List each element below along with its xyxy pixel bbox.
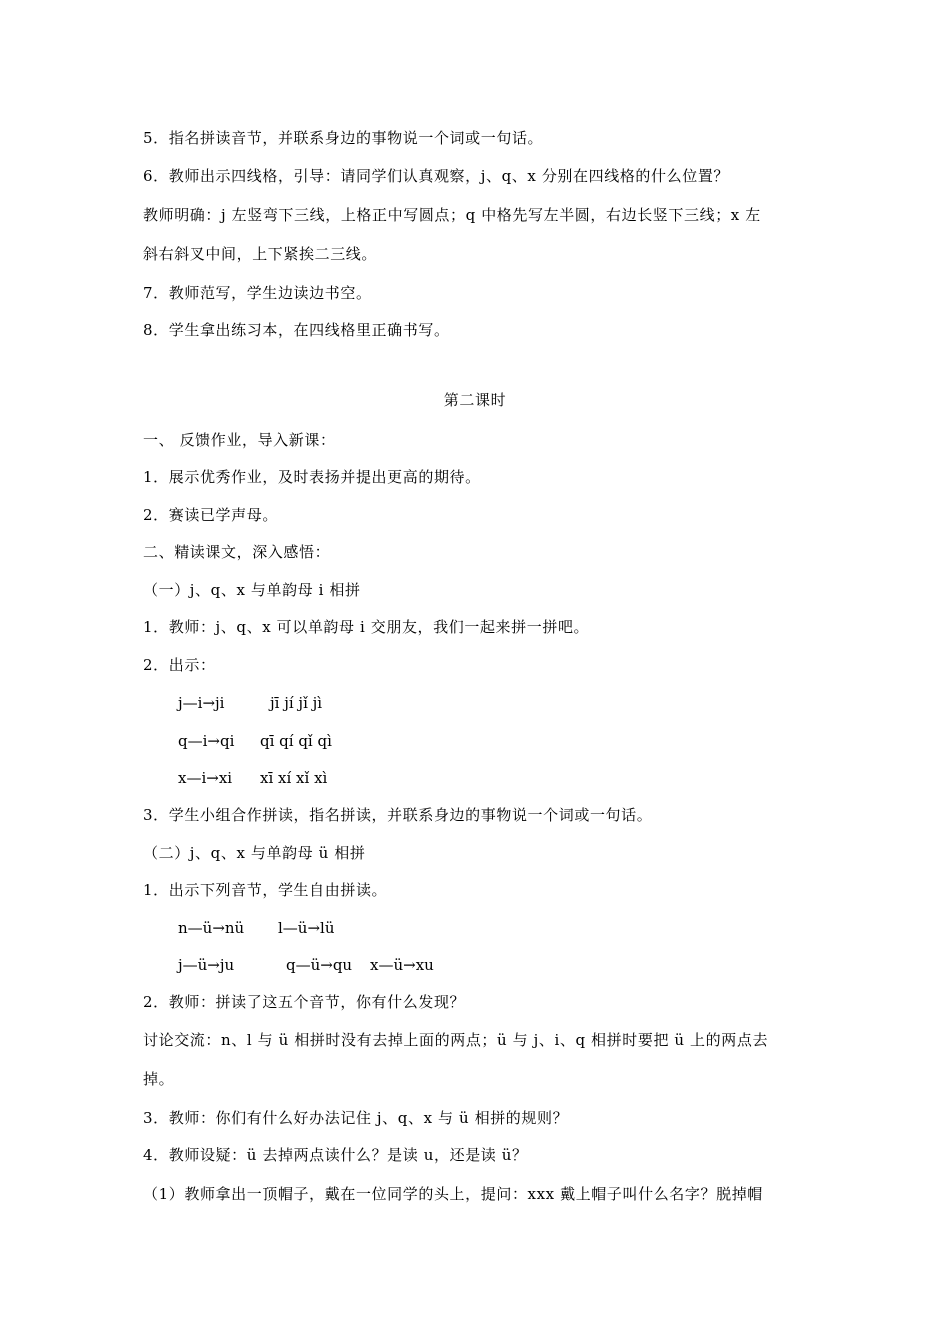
step-7: 7．教师范写，学生边读边书空。 [143,284,372,302]
part-2-item-3: 3．教师：你们有什么好办法记住 j、q、x 与 ü 相拼的规则？ [143,1109,569,1127]
pinyin-qu-formula: q—ü→qu [286,956,353,974]
part-2-heading: （二）j、q、x 与单韵母 ü 相拼 [143,844,366,862]
discussion-line2: 掉。 [143,1070,175,1088]
step-6: 6．教师出示四线格，引导：请同学们认真观察，j、q、x 分别在四线格的什么位置？ [143,167,730,185]
pinyin-lu-formula: l—ü→lü [278,919,335,937]
pinyin-ji-formula: j—i→ji [178,694,225,712]
part-2-item-4-sub-1: （1）教师拿出一顶帽子，戴在一位同学的头上，提问：xxx 戴上帽子叫什么名字？脱掉帽 [143,1185,763,1203]
section-1-heading: 一、 反馈作业，导入新课： [143,431,336,449]
pinyin-xi-formula: x—i→xi [178,769,233,787]
discussion-line1: 讨论交流：n、l 与 ü 相拼时没有去掉上面的两点；ü 与 j、i、q 相拼时要把 ü 上的两点去 [143,1031,769,1049]
pinyin-ji-tones: jī jí jǐ jì [270,694,323,712]
pinyin-qi-formula: q—i→qi [178,732,235,750]
part-1-item-1: 1．教师：j、q、x 可以单韵母 i 交朋友，我们一起来拼一拼吧。 [143,618,590,636]
part-2-item-2: 2．教师：拼读了这五个音节，你有什么发现？ [143,993,466,1011]
teacher-explain-line1: 教师明确：j 左竖弯下三线，上格正中写圆点；q 中格先写左半圆，右边长竖下三线；x 左 [143,206,761,224]
part-2-item-1: 1．出示下列音节，学生自由拼读。 [143,881,388,899]
section-2-heading: 二、精读课文，深入感悟： [143,543,331,561]
teacher-explain-line2: 斜右斜叉中间，上下紧挨二三线。 [143,245,378,263]
section-1-item-2: 2．赛读已学声母。 [143,506,278,524]
pinyin-nu-formula: n—ü→nü [178,919,245,937]
pinyin-ju-formula: j—ü→ju [178,956,235,974]
pinyin-qi-tones: qī qí qǐ qì [260,732,332,750]
part-1-heading: （一）j、q、x 与单韵母 i 相拼 [143,581,361,599]
part-2-item-4: 4．教师设疑：ü 去掉两点读什么？是读 u，还是读 ü？ [143,1146,528,1164]
part-1-item-3: 3．学生小组合作拼读，指名拼读，并联系身边的事物说一个词或一句话。 [143,806,653,824]
pinyin-xu-formula: x—ü→xu [370,956,434,974]
lesson-title: 第二课时 [443,391,507,409]
pinyin-xi-tones: xī xí xǐ xì [260,769,328,787]
step-5: 5．指名拼读音节，并联系身边的事物说一个词或一句话。 [143,129,544,147]
part-1-item-2: 2．出示： [143,656,216,674]
step-8: 8．学生拿出练习本，在四线格里正确书写。 [143,321,450,339]
section-1-item-1: 1．展示优秀作业，及时表扬并提出更高的期待。 [143,468,481,486]
